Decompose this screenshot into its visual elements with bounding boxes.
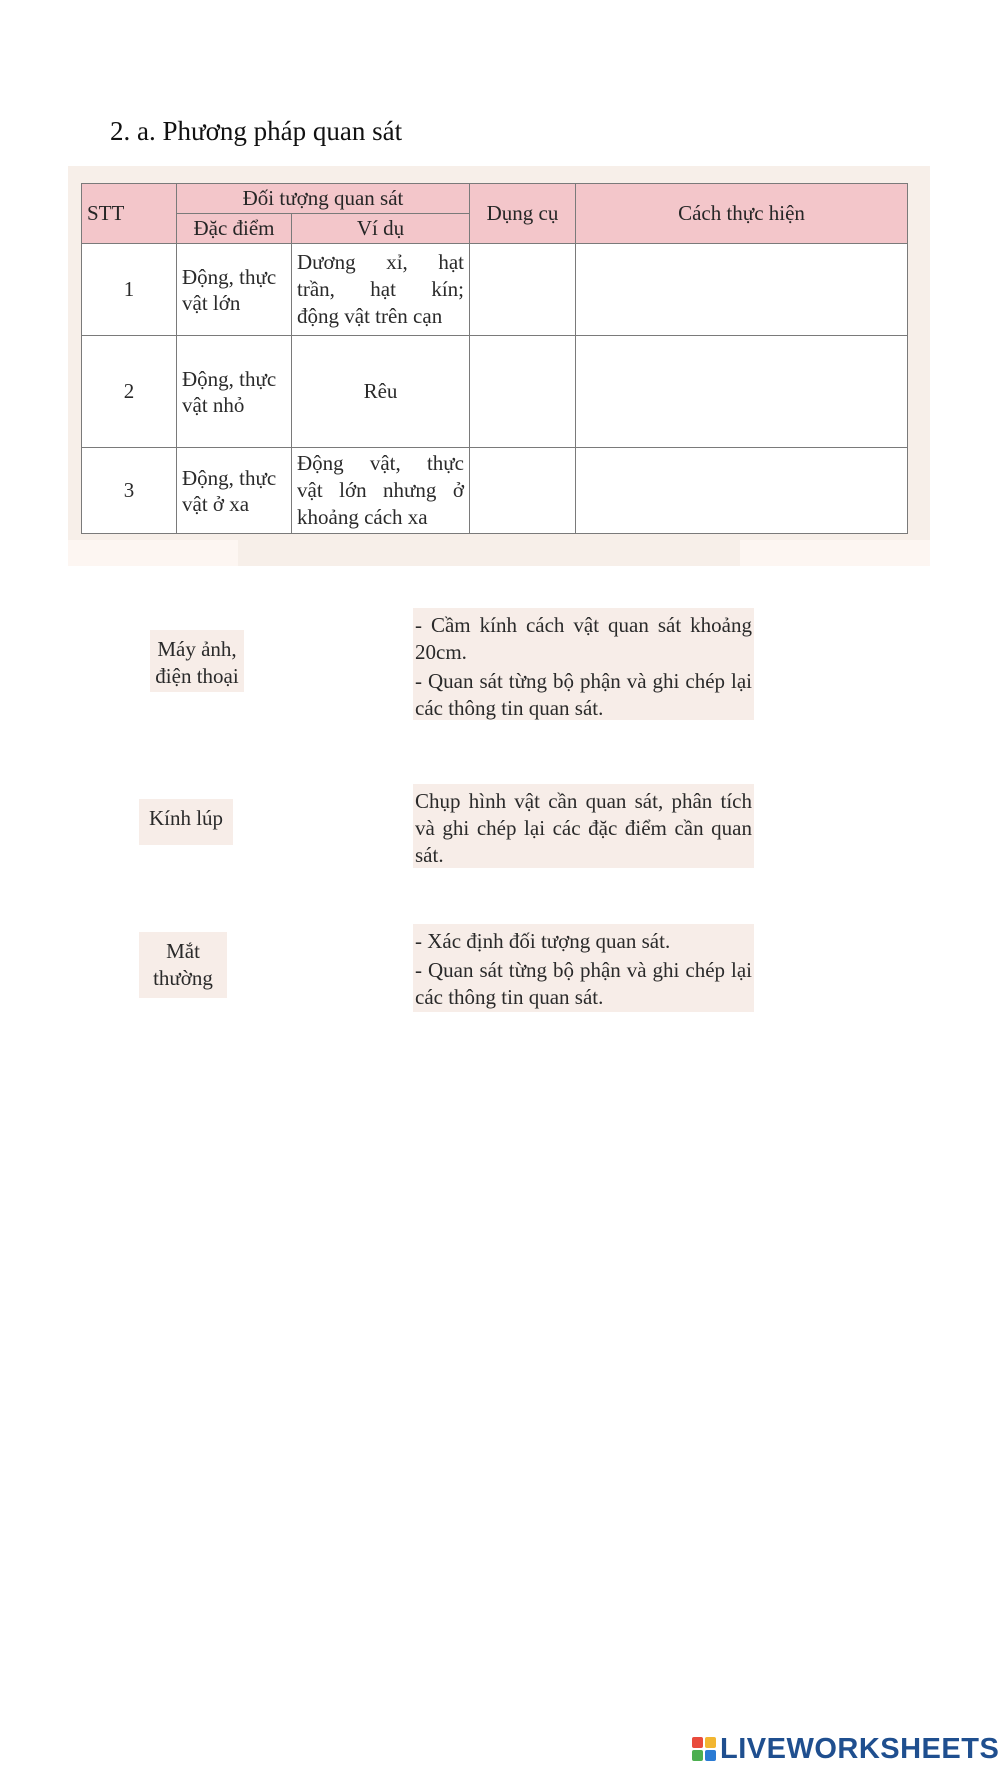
header-cach-thuc-hien: Cách thực hiện — [576, 184, 908, 244]
answer-cach-thuc-hien-3[interactable] — [576, 448, 908, 534]
cell-stt: 3 — [82, 448, 177, 534]
cell-dac-diem — [177, 448, 292, 534]
cell-stt: 1 — [82, 244, 177, 336]
header-dac-diem: Đặc điểm — [177, 214, 292, 244]
card-paragraph: - Quan sát từng bộ phận và ghi chép lại các thông tin quan sát. — [415, 669, 752, 720]
cell-vi-du: Rêu — [292, 336, 470, 448]
logo-square — [705, 1750, 716, 1761]
card-text: Kính lúp — [148, 806, 224, 830]
answer-dung-cu-1[interactable] — [470, 244, 576, 336]
header-vi-du: Ví dụ — [292, 214, 470, 244]
answer-dung-cu-2[interactable] — [470, 336, 576, 448]
cell-text: Động, thực — [182, 264, 277, 289]
cell-text: vật lớn nhưng ở — [297, 478, 464, 502]
drag-card-method-3[interactable] — [413, 924, 754, 1012]
answer-cach-thuc-hien-2[interactable] — [576, 336, 908, 448]
background-decoration — [740, 540, 930, 566]
header-doi-tuong: Đối tượng quan sát — [177, 184, 470, 214]
cell-text: Động vật, thực — [297, 451, 464, 475]
cell-text: Dương xỉ, hạt — [297, 250, 464, 274]
logo-grid-icon — [692, 1737, 716, 1761]
cell-text: Động, thực — [182, 366, 277, 391]
logo-square — [692, 1737, 703, 1748]
cell-text: vật nhỏ — [182, 392, 245, 417]
card-paragraph: - Quan sát từng bộ phận và ghi chép lại các thông tin quan sát. — [415, 958, 752, 1009]
card-text: Mắt — [166, 939, 200, 963]
logo-square — [705, 1737, 716, 1748]
logo-text: LIVEWORKSHEETS — [720, 1732, 1000, 1765]
cell-vi-du — [292, 244, 470, 336]
cell-stt: 2 — [82, 336, 177, 448]
cell-dac-diem — [177, 244, 292, 336]
cell-text: động vật trên cạn — [297, 304, 443, 328]
card-text: điện thoại — [155, 664, 239, 688]
drag-card-kinh-lup[interactable] — [139, 799, 233, 845]
liveworksheets-logo — [692, 1732, 999, 1766]
page-title: 2. a. Phương pháp quan sát — [110, 116, 403, 146]
answer-cach-thuc-hien-1[interactable] — [576, 244, 908, 336]
table-row — [82, 244, 908, 336]
cell-text: vật lớn — [182, 290, 241, 315]
drag-card-method-1[interactable] — [413, 608, 754, 720]
logo-square — [692, 1750, 703, 1761]
card-paragraph: Chụp hình vật cần quan sát, phân tích và ghi chép lại các đặc điểm cần quan sát. — [415, 789, 752, 867]
table-row — [82, 448, 908, 534]
cell-text: vật ở xa — [182, 491, 250, 516]
card-text: thường — [153, 966, 213, 990]
drag-card-may-anh[interactable] — [150, 630, 244, 692]
answer-dung-cu-3[interactable] — [470, 448, 576, 534]
cell-text: trần, hạt kín; — [297, 277, 464, 301]
cell-text: Động, thực — [182, 465, 277, 490]
card-paragraph: - Xác định đối tượng quan sát. — [415, 929, 671, 953]
cell-dac-diem — [177, 336, 292, 448]
card-text: Máy ảnh, — [157, 637, 237, 661]
cell-vi-du — [292, 448, 470, 534]
observation-table — [81, 183, 908, 534]
header-stt: STT — [82, 184, 177, 244]
cell-text: khoảng cách xa — [297, 505, 428, 529]
header-dung-cu: Dụng cụ — [470, 184, 576, 244]
card-paragraph: - Cầm kính cách vật quan sát khoảng 20cm. — [415, 613, 752, 664]
background-decoration — [68, 540, 238, 566]
table-row — [82, 336, 908, 448]
drag-card-mat-thuong[interactable] — [139, 932, 227, 998]
drag-card-method-2[interactable] — [413, 784, 754, 868]
